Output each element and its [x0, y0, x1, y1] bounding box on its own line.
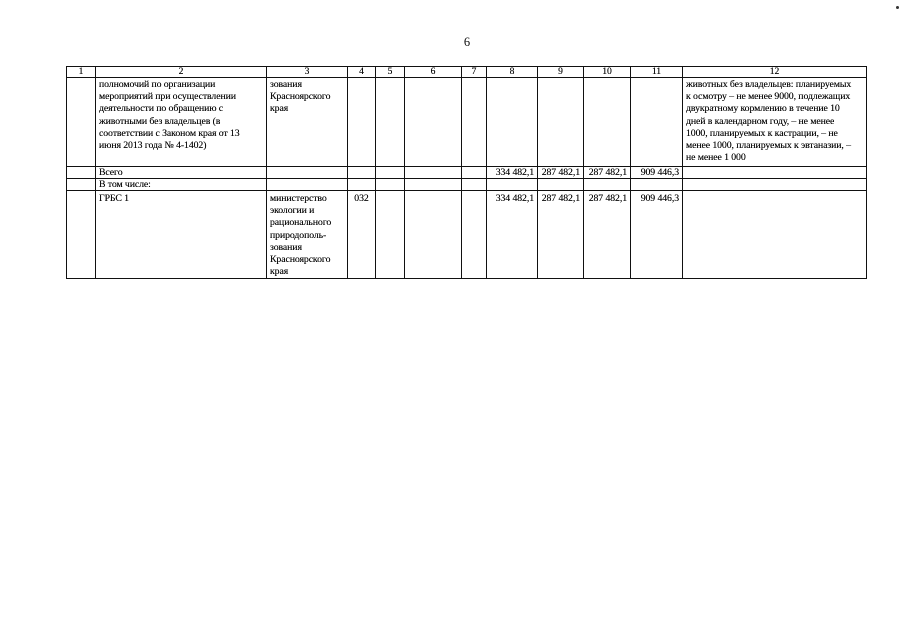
text-line: животными без владельцев (в	[99, 115, 221, 127]
text-line: менее 1000, планируемых к эвтаназии, –	[686, 140, 851, 152]
header-col-3: 3	[267, 67, 348, 78]
cell-incl-col12	[683, 179, 867, 191]
cell-total-col10: 287 482,1	[584, 167, 631, 179]
cell-grbs-col5	[376, 191, 405, 279]
text-line: края	[270, 266, 289, 278]
header-col-2: 2	[96, 67, 267, 78]
cell-total-col12	[683, 167, 867, 179]
cell-cont-col7	[462, 78, 487, 167]
cell-incl-col6	[405, 179, 462, 191]
cell-grbs-col10: 287 482,1	[584, 191, 631, 279]
cell-incl-col9	[538, 179, 584, 191]
cell-grbs-col11: 909 446,3	[631, 191, 683, 279]
cell-cont-col9	[538, 78, 584, 167]
cell-cont-col10	[584, 78, 631, 167]
text-line: рационального	[270, 217, 332, 229]
header-col-6: 6	[405, 67, 462, 78]
text-line: животных без владельцев: планируемых	[686, 79, 852, 90]
text-line: Красноярского	[270, 254, 331, 266]
header-col-7: 7	[462, 67, 487, 78]
cell-cont-col5	[376, 78, 405, 167]
cell-grbs-label: ГРБС 1	[96, 191, 267, 279]
cell-total-col6	[405, 167, 462, 179]
cell-grbs-col8: 334 482,1	[487, 191, 538, 279]
budget-table	[66, 66, 867, 279]
scan-speck	[896, 6, 899, 9]
text-line: зования	[270, 79, 302, 90]
text-line: двукратному кормлению в течение 10	[686, 103, 840, 115]
text-line: деятельности по обращению с	[99, 103, 224, 115]
cell-incl-col10	[584, 179, 631, 191]
cell-grbs-col9: 287 482,1	[538, 191, 584, 279]
text-line: края	[270, 103, 289, 115]
cell-total-col11: 909 446,3	[631, 167, 683, 179]
cell-cont-col12	[683, 78, 867, 167]
cell-incl-col3	[267, 179, 348, 191]
cell-grbs-col3	[267, 191, 348, 279]
table-header-row	[67, 67, 867, 78]
text-line: дней в календарном году, – не менее	[686, 115, 835, 127]
page-number: 6	[463, 35, 471, 49]
text-line: Красноярского	[270, 91, 331, 103]
header-col-12: 12	[683, 67, 867, 78]
text-line: полномочий по организации	[99, 79, 216, 90]
text-line: мероприятий при осуществлении	[99, 91, 236, 103]
cell-incl-col7	[462, 179, 487, 191]
cell-total-col8: 334 482,1	[487, 167, 538, 179]
text-line: 1000, планируемых к кастрации, – не	[686, 127, 838, 139]
text-line: зования	[270, 241, 302, 253]
text-line: июня 2013 года № 4-1402)	[99, 140, 207, 152]
cell-grbs-col1	[67, 191, 96, 279]
cell-incl-col8	[487, 179, 538, 191]
cell-cont-col11	[631, 78, 683, 167]
cell-incl-col4	[348, 179, 376, 191]
cell-total-col7	[462, 167, 487, 179]
table-row-total	[67, 167, 867, 179]
cell-incl-col11	[631, 179, 683, 191]
table-row-grbs	[67, 191, 867, 279]
header-col-1: 1	[67, 67, 96, 78]
cell-total-col1	[67, 167, 96, 179]
cell-grbs-col6	[405, 191, 462, 279]
cell-grbs-col7	[462, 191, 487, 279]
cell-total-col4	[348, 167, 376, 179]
cell-grbs-code: 032	[348, 191, 376, 279]
cell-cont-col8	[487, 78, 538, 167]
text-line: министерство	[270, 193, 327, 204]
cell-total-col3	[267, 167, 348, 179]
header-col-4: 4	[348, 67, 376, 78]
text-line: соответствии с Законом края от 13	[99, 127, 240, 139]
cell-cont-col6	[405, 78, 462, 167]
cell-incl-label: В том числе:	[96, 179, 267, 191]
header-col-5: 5	[376, 67, 405, 78]
cell-grbs-col12	[683, 191, 867, 279]
header-col-9: 9	[538, 67, 584, 78]
cell-cont-col1	[67, 78, 96, 167]
table-row-including	[67, 179, 867, 191]
cell-cont-col2	[96, 78, 267, 167]
text-line: природополь-	[270, 229, 327, 241]
table-row-continuation	[67, 78, 867, 167]
header-col-10: 10	[584, 67, 631, 78]
cell-total-col9: 287 482,1	[538, 167, 584, 179]
header-col-11: 11	[631, 67, 683, 78]
text-line: к осмотру – не менее 9000, подлежащих	[686, 91, 851, 103]
cell-incl-col1	[67, 179, 96, 191]
cell-cont-col4	[348, 78, 376, 167]
cell-total-col5	[376, 167, 405, 179]
cell-cont-col3	[267, 78, 348, 167]
cell-total-label: Всего	[96, 167, 267, 179]
text-line: экологии и	[270, 205, 315, 217]
cell-incl-col5	[376, 179, 405, 191]
header-col-8: 8	[487, 67, 538, 78]
text-line: не менее 1 000	[686, 152, 746, 164]
